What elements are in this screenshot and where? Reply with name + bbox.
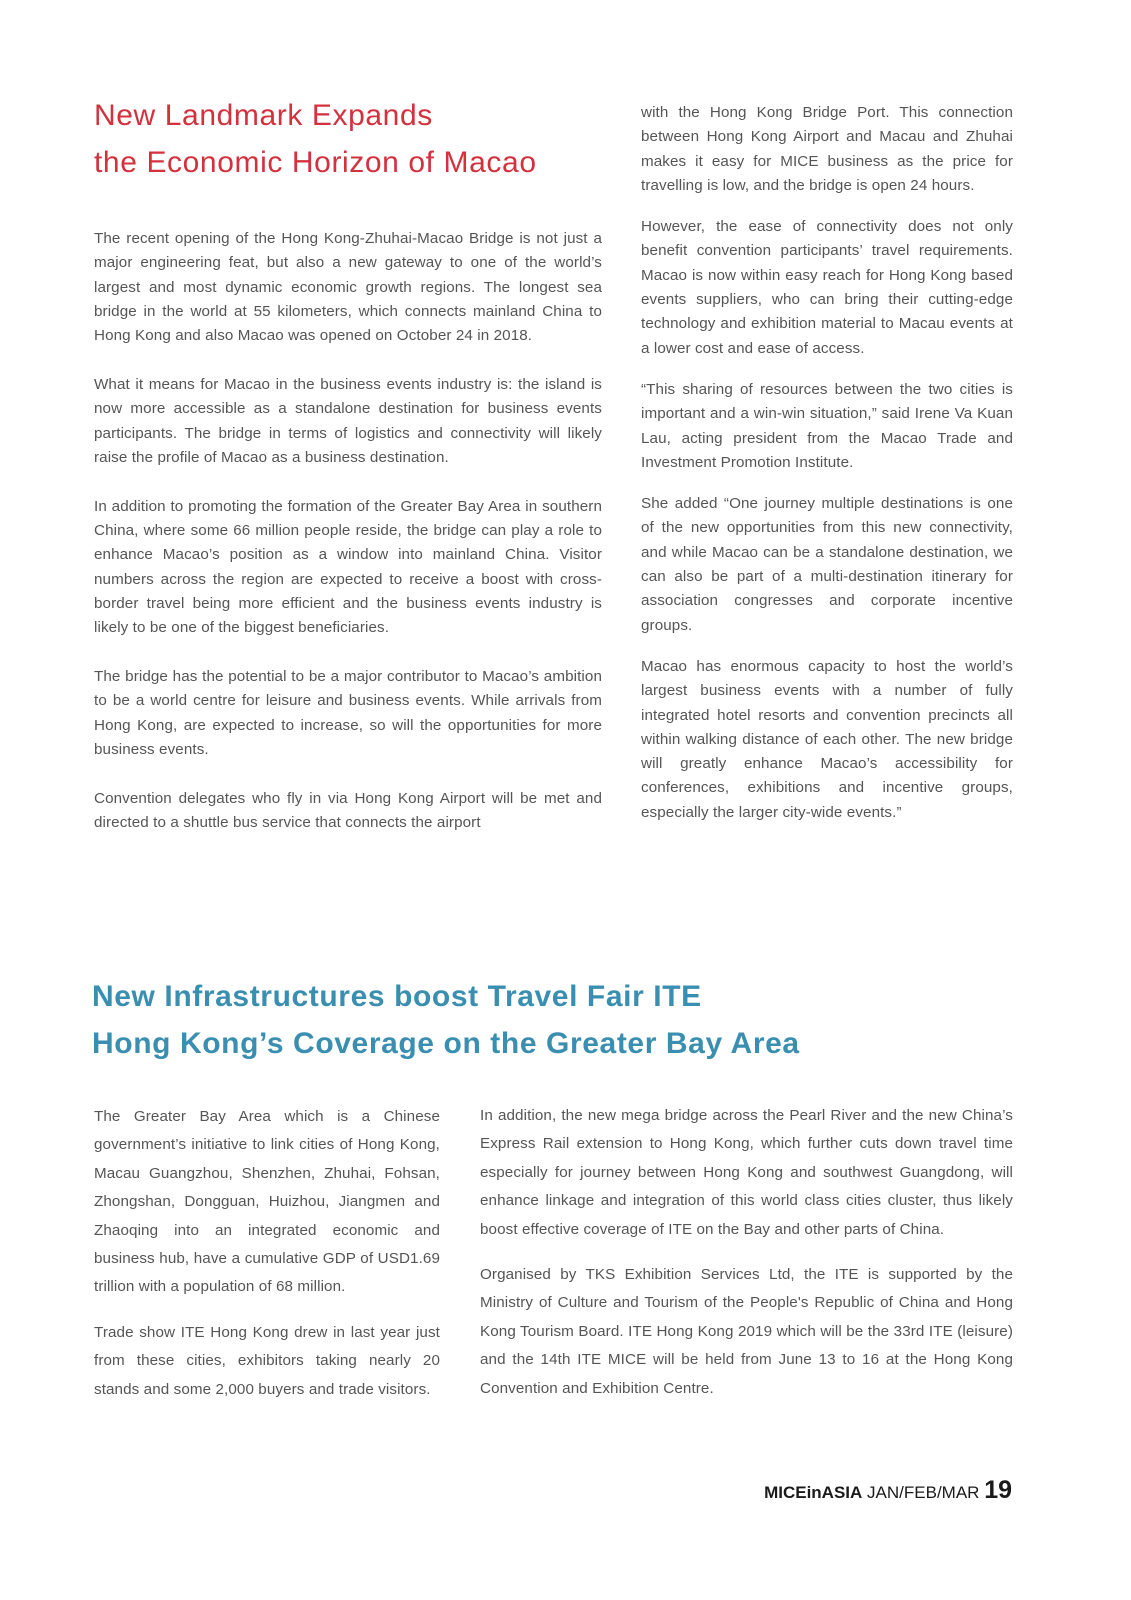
article1-column2 xyxy=(641,101,1013,842)
issue-label: JAN/FEB/MAR xyxy=(867,1483,980,1502)
magazine-brand: MICEinASIA xyxy=(764,1483,863,1502)
page-number: 19 xyxy=(984,1476,1012,1504)
article1-column1 xyxy=(94,227,602,860)
article1-paragraph: The recent opening of the Hong Kong-Zhuhai-Macao Bridge is not just a major engineering feat, but also a new gateway to one of the world’s largest and most dynamic economic growth regions. The longest sea bridge in the world at 55 kilometers, which connects mainland China to Hong Kong and also Macao was opened on October 24 in 2018. xyxy=(94,230,602,345)
page-footer xyxy=(764,1476,1012,1505)
article2-column2 xyxy=(480,1102,1013,1420)
article2-paragraph: The Greater Bay Area which is a Chinese government’s initiative to link cities of Hong Kong, Macau Guangzhou, Shenzhen, Zhuhai, Fohsan, Zhongshan, Dongguan, Huizhou, Jiangmen and Zhaoqing into an integrated economic and business hub, have a cumulative GDP of USD1.69 trillion with a population of 68 million. xyxy=(94,1108,440,1296)
article2-title-line2: Hong Kong’s Coverage on the Greater Bay Area xyxy=(92,1027,800,1060)
article1-paragraph: “This sharing of resources between the two cities is important and a win-win situation,” said Irene Va Kuan Lau, acting president from the Macao Trade and Investment Promotion Institute. xyxy=(641,380,1013,471)
article1-paragraph: with the Hong Kong Bridge Port. This connection between Hong Kong Airport and Macau and Zhuhai makes it easy for MICE business as the price for travelling is low, and the bridge is open 24 hours. xyxy=(641,104,1013,194)
article2-paragraph: Trade show ITE Hong Kong drew in last year just from these cities, exhibitors taking nearly 20 stands and some 2,000 buyers and trade visitors. xyxy=(94,1323,440,1398)
article1-header xyxy=(94,92,624,186)
article1-paragraph: However, the ease of connectivity does not only benefit convention participants’ travel requirements. Macao is now within easy reach for Hong Kong based events suppliers, who can bring their cutting-edge technology and exhibition material to Macau events at a lower cost and ease of access. xyxy=(641,218,1013,357)
article1-paragraph: In addition to promoting the formation of the Greater Bay Area in southern China, where some 66 million people reside, the bridge can play a role to enhance Macao’s position as a window into mainland China. Visitor numbers across the region are expected to receive a boost with cross-border travel being more efficient and the business events industry is likely to be one of the biggest beneficiaries. xyxy=(94,497,602,637)
article2-header xyxy=(92,973,992,1067)
article1-title-line1: New Landmark Expands xyxy=(94,99,433,132)
article2-paragraph: In addition, the new mega bridge across the Pearl River and the new China’s Express Rail extension to Hong Kong, which further cuts down travel time especially for journey between Hong Kong and southwest Guangdong, will enhance linkage and integration of this world class cities cluster, thus likely boost effective coverage of ITE on the Bay and other parts of China. xyxy=(480,1107,1013,1238)
article2-title-line1: New Infrastructures boost Travel Fair ITE xyxy=(92,980,702,1013)
article1-paragraph: What it means for Macao in the business events industry is: the island is now more accessible as a standalone destination for business events participants. The bridge in terms of logistics and connectivity will likely raise the profile of Macao as a business destination. xyxy=(94,375,602,466)
article1-paragraph: The bridge has the potential to be a major contributor to Macao’s ambition to be a world centre for leisure and business events. While arrivals from Hong Kong, are expected to increase, so will the opportunities for more business events. xyxy=(94,667,602,758)
article2-column1 xyxy=(94,1103,440,1421)
article1-title-line2: the Economic Horizon of Macao xyxy=(94,146,537,179)
article2-paragraph: Organised by TKS Exhibition Services Ltd, the ITE is supported by the Ministry of Culture and Tourism of the People's Republic of China and Hong Kong Tourism Board. ITE Hong Kong 2019 which will be the 33rd ITE (leisure) and the 14th ITE MICE will be held from June 13 to 16 at the Hong Kong Convention and Exhibition Centre. xyxy=(480,1266,1013,1397)
article1-paragraph: Convention delegates who fly in via Hong Kong Airport will be met and directed to a shuttle bus service that connects the airport xyxy=(94,789,602,831)
article1-paragraph: Macao has enormous capacity to host the world’s largest business events with a number of fully integrated hotel resorts and convention precincts all within walking distance of each other. The new bridge will greatly enhance Macao’s accessibility for conferences, exhibitions and incentive groups, especially the larger city-wide events.” xyxy=(641,657,1013,821)
article1-paragraph: She added “One journey multiple destinations is one of the new opportunities from this new connectivity, and while Macao can be a standalone destination, we can also be part of a multi-destination itinerary for association congresses and corporate incentive groups. xyxy=(641,495,1013,634)
